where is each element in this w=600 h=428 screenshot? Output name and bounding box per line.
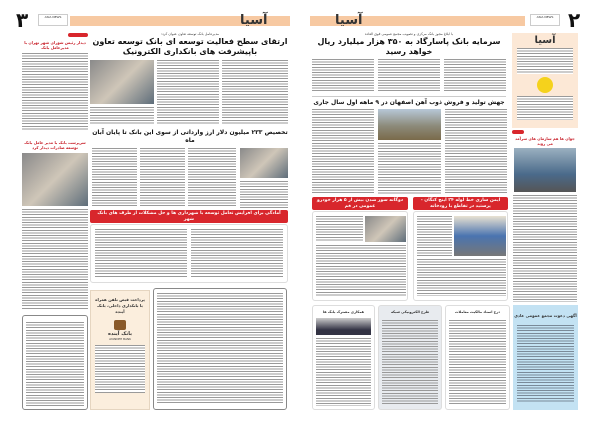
masthead-box <box>512 33 578 128</box>
main-article-column <box>90 32 290 208</box>
headline-2: جهش تولید و فروش ذوب آهن اصفهان در ۹ ماهه اول سال جاری <box>313 99 505 106</box>
news-headline: طرح الکترونیکی شبکه <box>390 310 430 314</box>
main-article-body <box>90 60 290 126</box>
banner-article <box>90 210 288 283</box>
red-banner-pipeline: ایمن سازی خط لوله ۲۴ اینچ کنگان - پرستید در تقاطع با رودخانه <box>413 197 508 210</box>
main-article-column <box>310 32 508 194</box>
section-label <box>512 130 524 134</box>
ad-ayandeh[interactable] <box>90 290 150 410</box>
second-article-body <box>90 148 290 208</box>
cng-article <box>312 197 408 301</box>
article-box <box>90 224 288 283</box>
brand-box: ASIA NEWS <box>530 14 560 26</box>
brand-box: ASIA NEWS <box>38 14 68 26</box>
red-banner: آمادگی برای افزایش تعامل ثوسعه با شهرداری ها و حل مشکلات از طرف های بانک شهر <box>90 210 288 223</box>
article-text <box>222 60 288 124</box>
notice-title: آگهی دعوت مجمع عمومی عادی <box>514 313 577 318</box>
ad-brand: بانک آینده <box>108 331 132 337</box>
main-kicker: با ابلاغ مجوز بانک مرکزی و تصویب مجمع عمومی فوق العاده <box>364 32 454 36</box>
article-text <box>188 148 236 208</box>
article-text <box>240 181 288 208</box>
article-text <box>513 195 577 302</box>
second-article-body <box>310 109 508 194</box>
news-box <box>378 305 442 410</box>
photo-official <box>240 148 288 178</box>
news-headline: همکاری مشترک بانک ها <box>322 310 365 314</box>
photo-steel-plant <box>378 109 441 140</box>
article-text <box>157 60 219 124</box>
notice-box-blue <box>513 305 578 410</box>
article-text <box>444 59 506 93</box>
article-text <box>378 59 440 93</box>
article-text <box>22 53 88 130</box>
photo-group <box>514 148 576 192</box>
sidebar-article-1 <box>22 40 88 130</box>
section-label <box>68 33 88 37</box>
article-text <box>378 143 441 194</box>
sidebar-headline-2: سرپرست بانک با مدیر عامل بانک توسعه صادرات دیدار کرد <box>24 140 86 150</box>
notice-box-large <box>153 288 287 410</box>
masthead-logo: آسیا <box>534 35 556 46</box>
divider <box>312 96 506 97</box>
main-headline <box>90 37 290 57</box>
sidebar-headline: جوان ها هم سازمان های سرآمد می روند <box>515 136 575 146</box>
article-text <box>312 59 374 93</box>
news-headline: درج اسناد مالکیت معاملات <box>455 310 500 314</box>
photo-meeting <box>22 153 88 206</box>
ad-text: پرداخت قبض تلفن همراه با بانکداری داخلی، بانک آینده <box>95 297 145 314</box>
headline-line: باپیشرفت های بانکداری الکترونیک <box>122 47 258 56</box>
sidebar-article-2 <box>22 140 88 310</box>
pipeline-article <box>413 197 508 301</box>
main-kicker: مدیرعامل بانک توسعه تعاون عنوان کرد: <box>160 32 220 36</box>
page-number: ۲ <box>568 8 581 32</box>
article-box <box>413 211 508 301</box>
article-text <box>312 109 374 194</box>
news-box <box>445 305 510 410</box>
article-text <box>22 209 88 310</box>
sidebar-article <box>512 136 578 302</box>
headline-line: ارتقای سطح فعالیت توسعه ای بانک توسعه تعاون <box>92 37 288 46</box>
photo-ceo <box>90 60 154 104</box>
main-headline: سرمایه بانک پاسارگاد به ۳۵۰ هزار میلیارد ریال خواهد رسید <box>317 37 501 56</box>
bank-logo-icon <box>114 320 126 330</box>
article-text <box>445 109 507 194</box>
article-text <box>90 107 154 124</box>
ad-brand-en: AYANDEH BANK <box>109 337 131 341</box>
news-box <box>312 305 375 410</box>
headline-2: تخصیص ۲۳۳ میلیون دلار ارز وارداتی از سوی این بانک تا پایان آبان ماه <box>92 129 288 144</box>
logo: آسیا <box>240 13 268 28</box>
red-banner-cng: دوگانه سوز شدن بیش از ۵ هزار خودرو عمومی در قم <box>312 197 408 210</box>
article-text <box>140 148 185 208</box>
sidebar-headline-1: دیدار رئیس شورای شهر تهران با مدیرعامل بانک <box>24 40 86 50</box>
article-text <box>92 148 137 208</box>
logo: آسیا <box>335 13 363 28</box>
article-box <box>312 211 408 301</box>
sun-logo-icon <box>537 77 553 93</box>
notice-box <box>22 315 88 410</box>
page-number: ۳ <box>16 8 29 32</box>
main-article-body <box>310 59 508 93</box>
